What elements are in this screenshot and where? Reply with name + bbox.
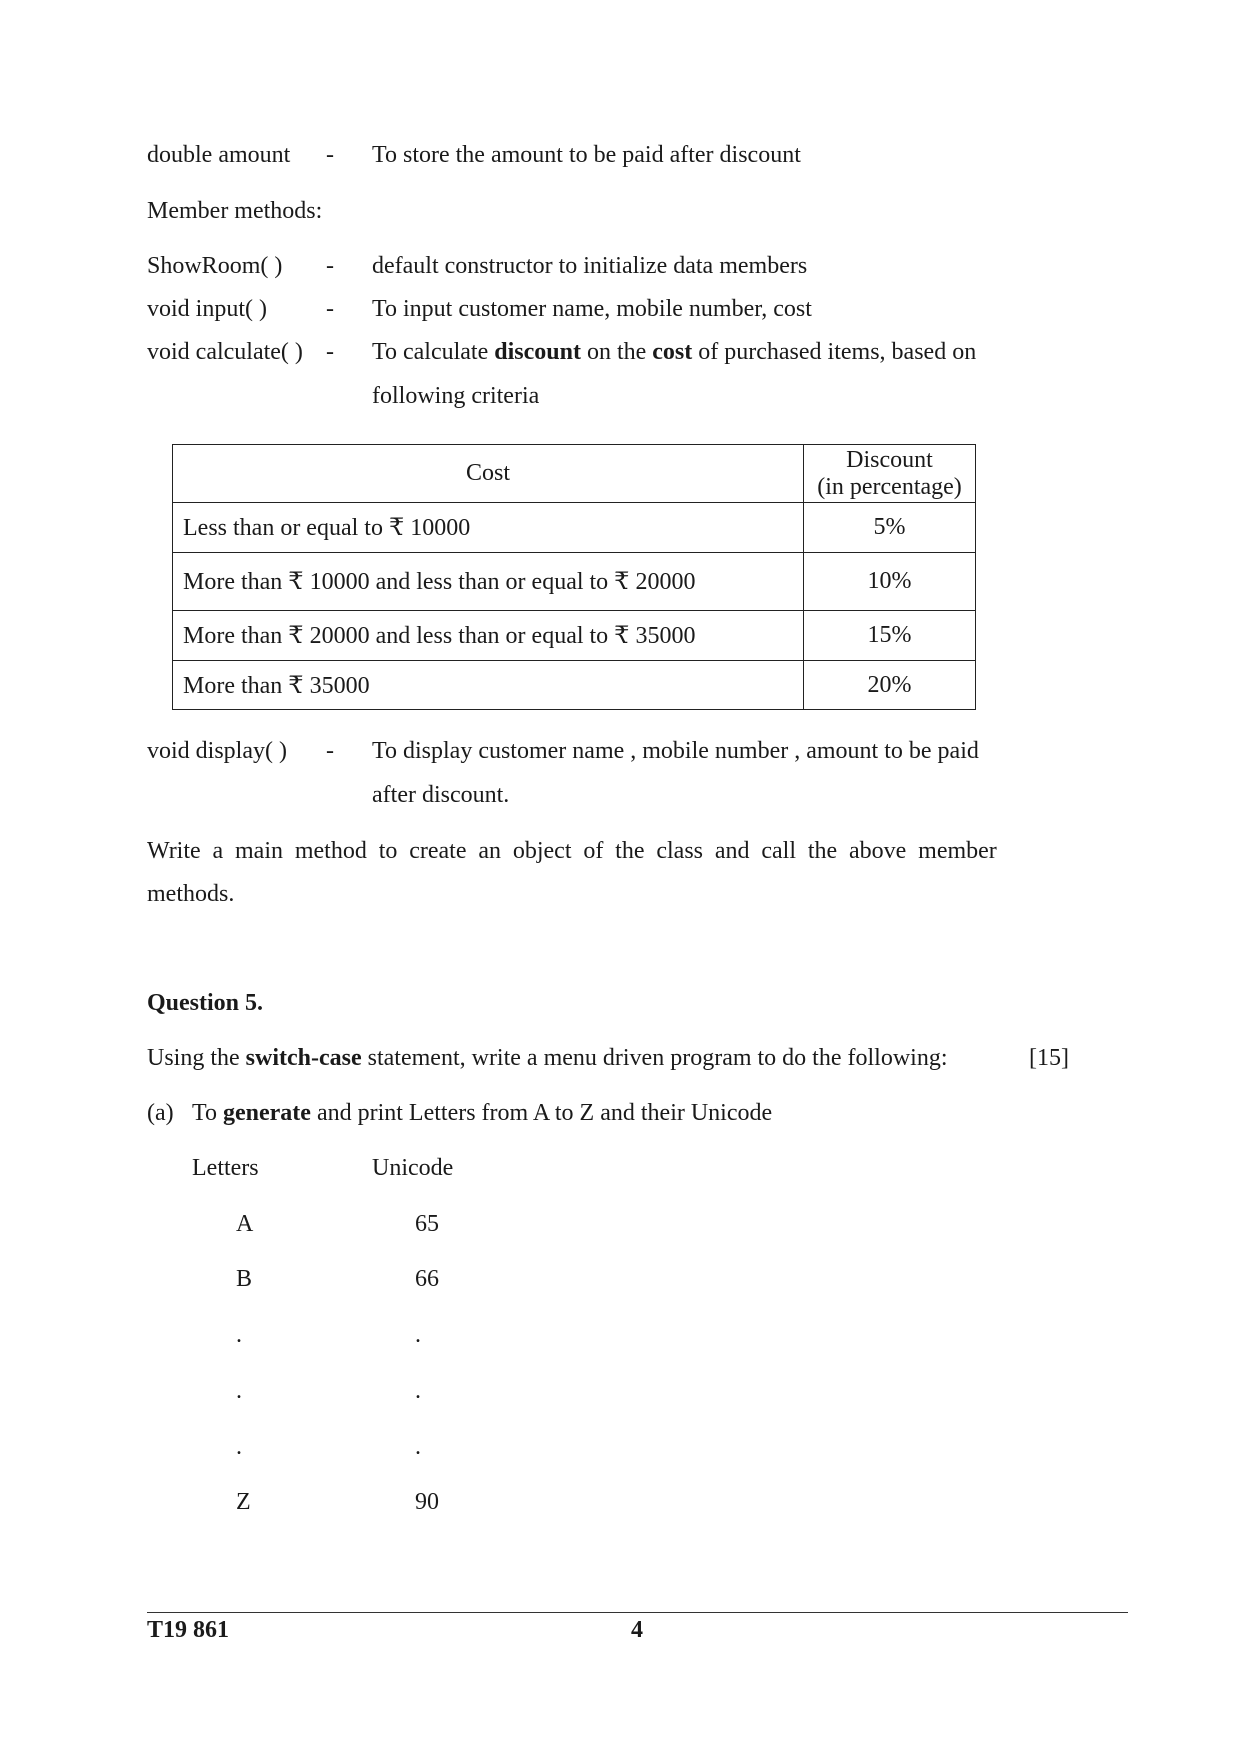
word: and (714, 838, 750, 864)
word: an (478, 838, 501, 864)
question-5-heading: Question 5. (147, 990, 264, 1016)
word: create (409, 838, 467, 864)
unicode-cell: 90 (415, 1489, 439, 1515)
field-amount-name: double amount (147, 142, 291, 168)
part-a-text (192, 1099, 772, 1128)
letter-cell: B (236, 1266, 253, 1292)
part-a-bold: generate (222, 1100, 311, 1126)
method-display-desc-line2: after discount. (372, 782, 510, 808)
criteria-cost: More than ₹ 10000 and less than or equal to ₹ 20000 (173, 553, 804, 611)
word: object (512, 838, 572, 864)
main-method-line2: methods. (147, 881, 235, 907)
footer-page-number: 4 (631, 1617, 643, 1643)
discount-criteria-table (172, 444, 976, 710)
letter-cell: . (236, 1322, 242, 1348)
word: the (807, 838, 838, 864)
calc-desc-part3: of purchased items, based on (692, 339, 977, 365)
method-display-sep: - (326, 738, 334, 764)
calc-desc-part2: on the (580, 339, 653, 365)
word: call (761, 838, 796, 864)
criteria-header-row (173, 445, 976, 503)
header-discount-line1: Discount (846, 447, 933, 474)
main-method-line1 (147, 837, 997, 866)
method-showroom-desc: default constructor to initialize data members (372, 253, 808, 279)
word: method (294, 838, 367, 864)
unicode-cell: . (415, 1434, 421, 1460)
q5-intro-bold: switch-case (245, 1045, 362, 1071)
criteria-discount: 20% (804, 661, 976, 710)
header-cost: Cost (173, 445, 804, 503)
word: the (615, 838, 645, 864)
footer-paper-code: T19 861 (147, 1617, 230, 1643)
criteria-row (173, 611, 976, 661)
unicode-cell: 66 (415, 1266, 439, 1292)
word: class (656, 838, 703, 864)
calc-desc-bold-discount: discount (494, 339, 581, 365)
part-a-label: (a) (147, 1100, 174, 1126)
criteria-row (173, 503, 976, 553)
field-amount-desc: To store the amount to be paid after discount (372, 142, 801, 168)
letter-cell: Z (236, 1489, 251, 1515)
method-calculate-desc (372, 338, 976, 367)
col-unicode-header: Unicode (372, 1155, 454, 1181)
criteria-cost: Less than or equal to ₹ 10000 (173, 503, 804, 553)
method-showroom-sep: - (326, 253, 334, 279)
letter-cell: . (236, 1378, 242, 1404)
unicode-cell: . (415, 1322, 421, 1348)
word: above (849, 838, 907, 864)
col-letters-header: Letters (192, 1155, 259, 1181)
method-input-name: void input( ) (147, 296, 267, 322)
question-5-marks: [15] (1029, 1045, 1069, 1071)
criteria-cost: More than ₹ 20000 and less than or equal to ₹ 35000 (173, 611, 804, 661)
calc-desc-bold-cost: cost (652, 339, 693, 365)
part-a-part1: To (192, 1100, 223, 1126)
word: main (235, 838, 284, 864)
method-calculate-name: void calculate( ) (147, 339, 303, 365)
footer-rule (147, 1612, 1128, 1613)
method-display-desc: To display customer name , mobile number , amount to be paid (372, 738, 979, 764)
criteria-discount: 15% (804, 611, 976, 661)
criteria-discount: 10% (804, 553, 976, 611)
header-discount-line2: (in percentage) (817, 473, 962, 500)
member-methods-heading: Member methods: (147, 198, 323, 224)
word: Write (147, 838, 201, 864)
criteria-discount: 5% (804, 503, 976, 553)
field-amount-sep: - (326, 142, 334, 168)
word: to (378, 838, 398, 864)
letter-cell: . (236, 1434, 242, 1460)
calc-desc-part1: To calculate (372, 339, 495, 365)
header-discount (804, 445, 976, 503)
criteria-row (173, 661, 976, 710)
unicode-cell: . (415, 1378, 421, 1404)
method-calculate-sep: - (326, 339, 334, 365)
criteria-row (173, 553, 976, 611)
word: member (918, 838, 997, 864)
question-5-intro (147, 1044, 948, 1073)
method-calculate-desc-line2: following criteria (372, 383, 540, 409)
part-a-part2: and print Letters from A to Z and their Unicode (310, 1100, 773, 1126)
unicode-cell: 65 (415, 1211, 439, 1237)
method-input-sep: - (326, 296, 334, 322)
method-display-name: void display( ) (147, 738, 287, 764)
method-input-desc: To input customer name, mobile number, cost (372, 296, 812, 322)
criteria-cost: More than ₹ 35000 (173, 661, 804, 710)
letter-cell: A (236, 1211, 254, 1237)
method-showroom-name: ShowRoom( ) (147, 253, 283, 279)
word: a (212, 838, 224, 864)
q5-intro-part1: Using the (147, 1045, 246, 1071)
word: of (583, 838, 604, 864)
q5-intro-part2: statement, write a menu driven program to do the following: (361, 1045, 948, 1071)
